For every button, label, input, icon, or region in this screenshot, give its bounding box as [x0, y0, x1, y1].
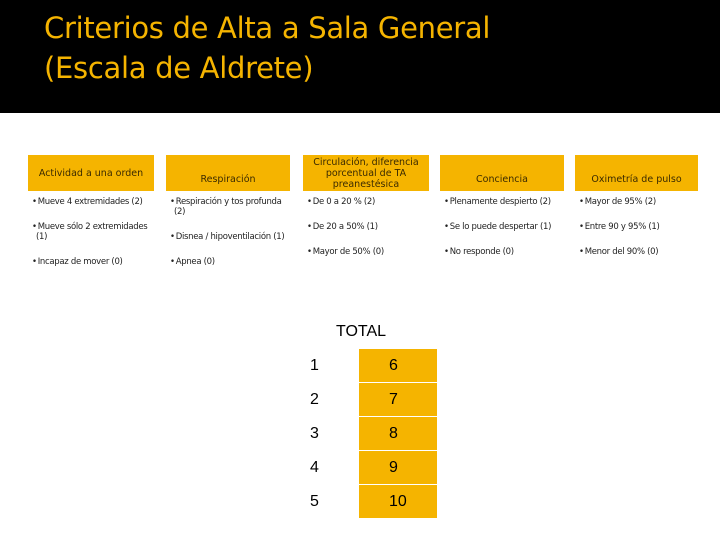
- title-line-2: (Escala de Aldrete): [44, 51, 314, 85]
- total-table: [279, 348, 438, 519]
- criteria-item: • Mayor de 95% (2): [579, 197, 698, 207]
- criteria-item: • De 0 a 20 % (2): [307, 197, 429, 207]
- title-bar: [0, 0, 720, 113]
- criteria-item: • De 20 a 50% (1): [307, 222, 429, 232]
- column-header: Conciencia: [440, 155, 564, 191]
- criteria-item: • Incapaz de mover (0): [32, 257, 154, 267]
- column-respiracion: [166, 155, 290, 282]
- criteria-item: • Plenamente despierto (2): [444, 197, 564, 207]
- title-line-1: Criterios de Alta a Sala General: [44, 11, 491, 45]
- table-cell: 2: [280, 383, 359, 417]
- column-header: Circulación, diferencia porcentual de TA preanestésica: [303, 155, 429, 191]
- total-label: TOTAL: [335, 323, 387, 340]
- criteria-list: [575, 197, 698, 257]
- table-cell: 10: [359, 485, 438, 519]
- table-cell: 1: [280, 349, 359, 383]
- criteria-item: • Mueve sólo 2 extremidades (1): [32, 222, 154, 242]
- table-cell: 9: [359, 451, 438, 485]
- criteria-list: [28, 197, 154, 267]
- criteria-list: [440, 197, 564, 257]
- table-cell: 4: [280, 451, 359, 485]
- table-row: [280, 383, 438, 417]
- table-row: [280, 349, 438, 383]
- column-header: Oximetría de pulso: [575, 155, 698, 191]
- criteria-item: • Respiración y tos profunda (2): [170, 197, 290, 217]
- criteria-item: • Disnea / hipoventilación (1): [170, 232, 290, 242]
- table-row: [280, 451, 438, 485]
- column-header: Actividad a una orden: [28, 155, 154, 191]
- table-row: [280, 485, 438, 519]
- criteria-item: • Mayor de 50% (0): [307, 247, 429, 257]
- column-actividad: [28, 155, 154, 282]
- table-row: [280, 417, 438, 451]
- criteria-item: • Entre 90 y 95% (1): [579, 222, 698, 232]
- criteria-item: • No responde (0): [444, 247, 564, 257]
- criteria-list: [303, 197, 429, 257]
- column-header: Respiración: [166, 155, 290, 191]
- criteria-item: • Mueve 4 extremidades (2): [32, 197, 154, 207]
- table-cell: 8: [359, 417, 438, 451]
- criteria-list: [166, 197, 290, 267]
- table-cell: 3: [280, 417, 359, 451]
- criteria-item: • Apnea (0): [170, 257, 290, 267]
- slide-title: [44, 8, 684, 88]
- table-cell: 7: [359, 383, 438, 417]
- criteria-item: • Se lo puede despertar (1): [444, 222, 564, 232]
- column-conciencia: [440, 155, 564, 272]
- column-circulacion: [303, 155, 429, 272]
- table-cell: 5: [280, 485, 359, 519]
- criteria-item: • Menor del 90% (0): [579, 247, 698, 257]
- column-oximetria: [575, 155, 698, 272]
- table-cell: 6: [359, 349, 438, 383]
